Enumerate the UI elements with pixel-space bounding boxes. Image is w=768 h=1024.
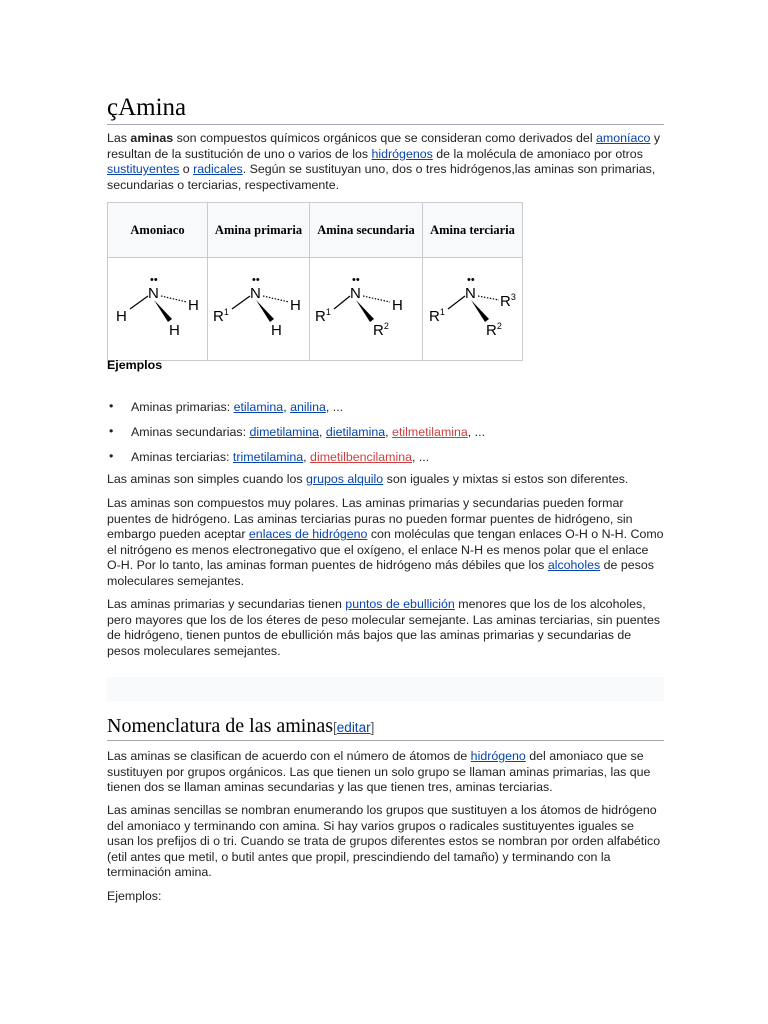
substituent-r1: $R^1$ xyxy=(429,307,445,325)
text: , xyxy=(283,400,291,414)
text: con moléculas que tengan enlaces O-H o N-H. Como el nitrógeno es menos electronegativo que el oxígeno, el enlace N-H es menos polar que el enlace O-H. Por lo tanto, las aminas forman puentes de hidrógeno más débiles que los xyxy=(107,527,664,572)
link-sustituyentes[interactable]: sustituyentes xyxy=(107,162,180,176)
primary-amine-structure-icon xyxy=(208,258,309,357)
page-title: çAmina xyxy=(107,93,664,125)
link-radicales[interactable]: radicales xyxy=(193,162,243,176)
text: Las aminas son simples cuando los xyxy=(107,472,307,486)
link-etilamina[interactable]: etilamina xyxy=(233,400,284,414)
text: menores que los de los alcoholes, pero mayores que los de los éteres de peso molecular semejante. Las aminas terciarias, sin puentes de hidrógeno, tienen puntos de ebullición más bajos que las aminas primarias y secundarias de pesos moleculares semejantes. xyxy=(107,597,661,658)
link-trimetilamina[interactable]: trimetilamina xyxy=(232,450,304,464)
examples-list xyxy=(107,400,664,465)
structure-amina-primaria xyxy=(208,258,310,361)
text: , ... xyxy=(411,450,430,464)
header-amina-secundaria: Amina secundaria xyxy=(310,203,423,258)
list-item xyxy=(107,400,664,415)
link-dimetilamina[interactable]: dimetilamina xyxy=(249,425,320,439)
text: , xyxy=(385,425,393,439)
atom-h: H xyxy=(392,297,403,314)
bracket: [ xyxy=(333,720,337,735)
text: y resultan de la sustitución de uno o varios de los xyxy=(107,131,661,161)
paragraph-polar xyxy=(107,496,664,589)
bond-hashed xyxy=(478,296,499,300)
section-title: Nomenclatura de las aminas xyxy=(107,715,334,737)
structure-amoniaco xyxy=(108,258,208,361)
lone-pair: •• xyxy=(252,274,260,286)
bracket: ] xyxy=(370,720,375,735)
paragraph-simple xyxy=(107,472,664,488)
text: , xyxy=(303,450,311,464)
atom-h: H xyxy=(169,322,180,339)
bond-wedge xyxy=(256,300,274,322)
atom-n: N xyxy=(465,285,476,302)
edit-link[interactable]: editar xyxy=(336,720,371,735)
bold-term: aminas xyxy=(130,131,174,145)
substituent-r2: $R^2$ xyxy=(373,321,389,339)
intro-paragraph xyxy=(107,131,664,193)
text: Aminas secundarias: xyxy=(131,425,250,439)
text: , xyxy=(319,425,326,439)
substituent-r2: $R^2$ xyxy=(486,321,502,339)
list-item xyxy=(107,450,664,465)
atom-n: N xyxy=(350,285,361,302)
bullet: • xyxy=(109,449,114,463)
link-anilina[interactable]: anilina xyxy=(290,400,326,414)
link-hidrogenos[interactable]: hidrógenos xyxy=(371,146,433,161)
substituent-r3: $R^3$ xyxy=(500,292,516,310)
ammonia-structure-icon xyxy=(108,258,207,357)
bond-hashed xyxy=(363,296,390,302)
text: Aminas terciarias: xyxy=(131,450,233,464)
link-grupos-alquilo[interactable]: grupos alquilo xyxy=(306,472,384,486)
bond-line xyxy=(130,296,148,309)
text: del amoniaco que se sustituyen por grupos orgánicos. Las que tienen un solo grupo se llaman aminas primarias, las que tienen dos se llaman aminas secundarias y las que tienen tres, aminas terciarias. xyxy=(107,749,651,794)
link-amoniaco[interactable]: amoníaco xyxy=(596,131,651,145)
bond-wedge xyxy=(154,300,172,322)
edit-section xyxy=(333,720,374,735)
link-alcoholes[interactable]: alcoholes xyxy=(547,558,601,572)
secondary-amine-structure-icon xyxy=(310,258,422,357)
paragraph-nomenclature-2: Las aminas sencillas se nombran enumerando los grupos que sustituyen a los átomos de hidrógeno del amoniaco y terminando con amina. Si hay varios grupos o radicales sustituyentes iguales se usan los prefijos di o tri. Cuando se trata de grupos diferentes estos se nombran por orden alfabético (etil antes que metil, o butil antes que propil, prescindiendo del tamaño) y terminando con la terminación amina. xyxy=(107,803,661,879)
substituent-r1: $R^1$ xyxy=(315,307,331,325)
text: Aminas primarias: xyxy=(131,400,234,414)
atom-h: H xyxy=(271,322,282,339)
atom-n: N xyxy=(148,285,159,302)
structure-amina-terciaria xyxy=(423,258,523,361)
paragraph-nomenclature-3: Ejemplos: xyxy=(107,889,162,903)
tertiary-amine-structure-icon xyxy=(423,258,522,357)
text: , ... xyxy=(467,425,486,439)
text: Las aminas son compuestos muy polares. Las aminas primarias y secundarias pueden formar puentes de hidrógeno. Las aminas terciarias puras no pueden formar puentes de hidrógeno, sin embargo pueden aceptar xyxy=(107,496,633,541)
bond-wedge xyxy=(471,300,489,322)
empty-box xyxy=(107,677,664,701)
text: o xyxy=(179,162,194,176)
amines-table xyxy=(107,202,523,361)
bond-wedge xyxy=(356,300,374,322)
bullet: • xyxy=(109,399,114,413)
text: , ... xyxy=(325,400,344,414)
link-hidrogeno[interactable]: hidrógeno xyxy=(470,749,526,763)
text: . Según se sustituyan uno, dos o tres hidrógenos,las aminas son primarias, secundarias o terciarias, respectivamente. xyxy=(107,162,656,192)
structure-amina-secundaria xyxy=(310,258,423,361)
link-dimetilbencilamina[interactable]: dimetilbencilamina xyxy=(310,450,412,464)
bullet: • xyxy=(109,424,114,438)
text: son compuestos químicos orgánicos que se consideran como derivados del xyxy=(173,131,597,145)
header-amoniaco: Amoniaco xyxy=(108,203,208,258)
text: de pesos moleculares semejantes. xyxy=(107,558,654,588)
atom-h: H xyxy=(116,308,127,325)
atom-h: H xyxy=(290,297,301,314)
lone-pair: •• xyxy=(352,274,360,286)
section-heading xyxy=(107,713,664,741)
bond-line xyxy=(232,296,250,309)
examples-title: Ejemplos xyxy=(107,358,163,372)
link-dietilamina[interactable]: dietilamina xyxy=(325,425,386,439)
lone-pair: •• xyxy=(150,274,158,286)
text: son iguales y mixtas si estos son diferentes. xyxy=(383,472,629,486)
link-puntos-de-ebullicion[interactable]: puntos de ebullición xyxy=(345,597,455,611)
atom-h: H xyxy=(188,297,199,314)
atom-n: N xyxy=(250,285,261,302)
bond-hashed xyxy=(161,296,187,302)
list-item xyxy=(107,425,664,440)
header-amina-terciaria: Amina terciaria xyxy=(423,203,523,258)
text: Las xyxy=(107,131,131,145)
bond-hashed xyxy=(263,296,289,302)
bond-line xyxy=(448,296,465,309)
substituent-r1: $R^1$ xyxy=(213,307,229,325)
paragraph-boiling xyxy=(107,597,664,659)
lone-pair: •• xyxy=(467,274,475,286)
paragraph-nomenclature-1 xyxy=(107,749,664,796)
bond-line xyxy=(334,296,350,309)
link-etilmetilamina[interactable]: etilmetilamina xyxy=(392,425,468,439)
header-amina-primaria: Amina primaria xyxy=(208,203,310,258)
link-enlaces-de-hidrogeno[interactable]: enlaces de hidrógeno xyxy=(248,527,368,541)
text: Las aminas se clasifican de acuerdo con el número de átomos de xyxy=(107,749,471,763)
text: Las aminas primarias y secundarias tienen xyxy=(107,597,346,611)
text: de la molécula de amoniaco por otros xyxy=(432,146,643,161)
